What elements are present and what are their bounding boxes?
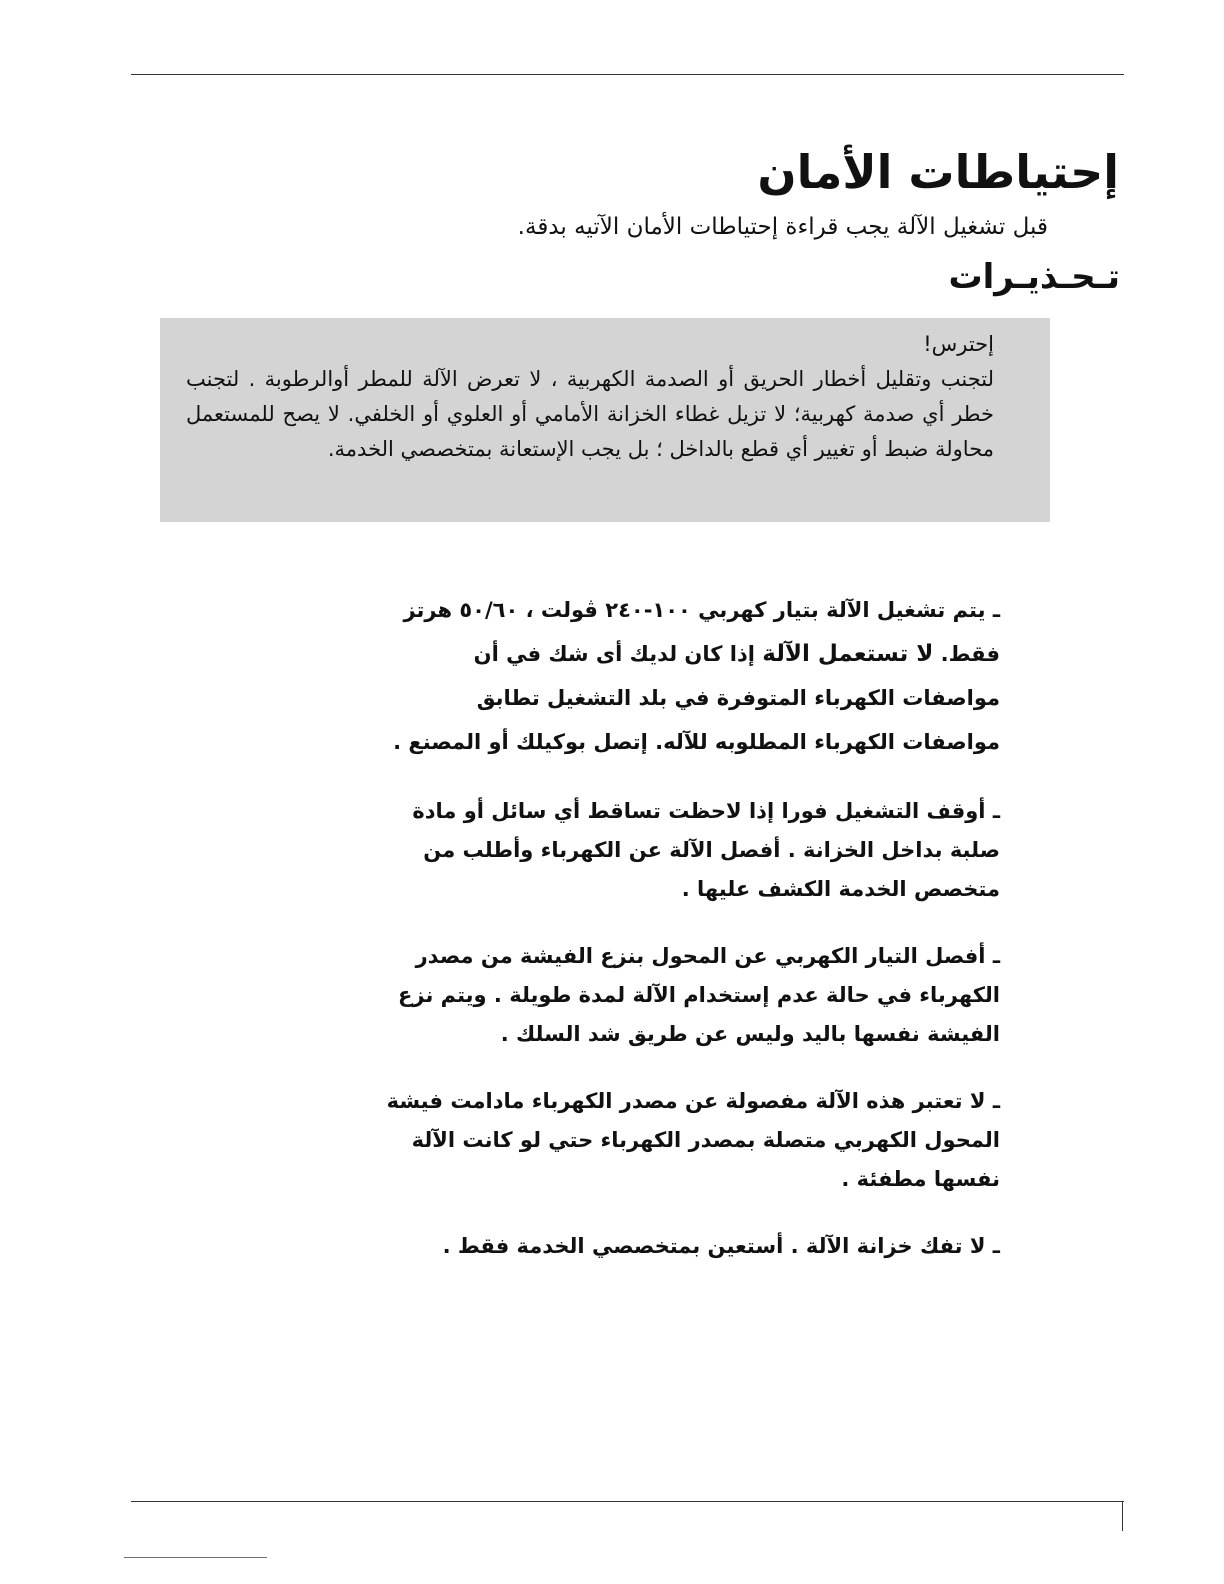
- list-item: [385, 588, 1000, 764]
- page-title: إحتياطات الأمان: [757, 145, 1119, 199]
- top-divider: [131, 74, 1124, 75]
- footer-underline: [124, 1557, 267, 1558]
- warning-box: [160, 318, 1050, 522]
- list-item: ـ أفصل التيار الكهربي عن المحول بنزع الفيشة من مصدر الكهرباء في حالة عدم إستخدام الآلة لمدة طويلة . ويتم نزع الفيشة نفسها باليد وليس عن طريق شد السلك .: [398, 944, 1000, 1046]
- bottom-divider: [131, 1501, 1124, 1502]
- warning-text: لتجنب وتقليل أخطار الحريق أو الصدمة الكهربية ، لا تعرض الآلة للمطر أوالرطوبة . لتجنب خطر أي صدمة كهربية؛ لا تزيل غطاء الخزانة الأمامي أو العلوي أو الخلفي. لا يصح للمستعمل محاولة ضبط أو تغيير أي قطع بالداخل ؛ بل يجب الإستعانة بمتخصصي الخدمة.: [186, 367, 994, 461]
- safety-list: [385, 588, 1000, 1266]
- section-heading: تـحـذيـرات: [948, 257, 1120, 297]
- list-item: ـ لا تعتبر هذه الآلة مفصولة عن مصدر الكهرباء مادامت فيشة المحول الكهربي متصلة بمصدر الكهرباء حتي لو كانت الآلة نفسها مطفئة .: [386, 1089, 1000, 1191]
- intro-text: قبل تشغيل الآلة يجب قراءة إحتياطات الأمان الآتيه بدقة.: [517, 214, 1048, 240]
- item-emphasis: لا تستعمل الآلة: [762, 641, 934, 667]
- item-text: إذا كان لديك أى شك في أن مواصفات الكهرباء المتوفرة في بلد التشغيل تطابق مواصفات الكهرباء المطلوبه للآله. إتصل بوكيلك أو المصنع .: [393, 642, 1000, 754]
- warning-heading: إحترس!: [923, 332, 994, 356]
- item-text: ـ يتم تشغيل الآلة بتيار كهربي ١٠٠-٢٤٠ ڤولت ، ٥٠/٦٠ هرتز فقط.: [403, 598, 1000, 666]
- list-item: ـ أوقف التشغيل فورا إذا لاحظت تساقط أي سائل أو مادة صلبة بداخل الخزانة . أفصل الآلة عن الكهرباء وأطلب من متخصص الخدمة الكشف عليها .: [412, 799, 1000, 901]
- list-item: ـ لا تفك خزانة الآلة . أستعين بمتخصصي الخدمة فقط .: [442, 1234, 1000, 1258]
- bottom-divider-tick: [1122, 1501, 1123, 1531]
